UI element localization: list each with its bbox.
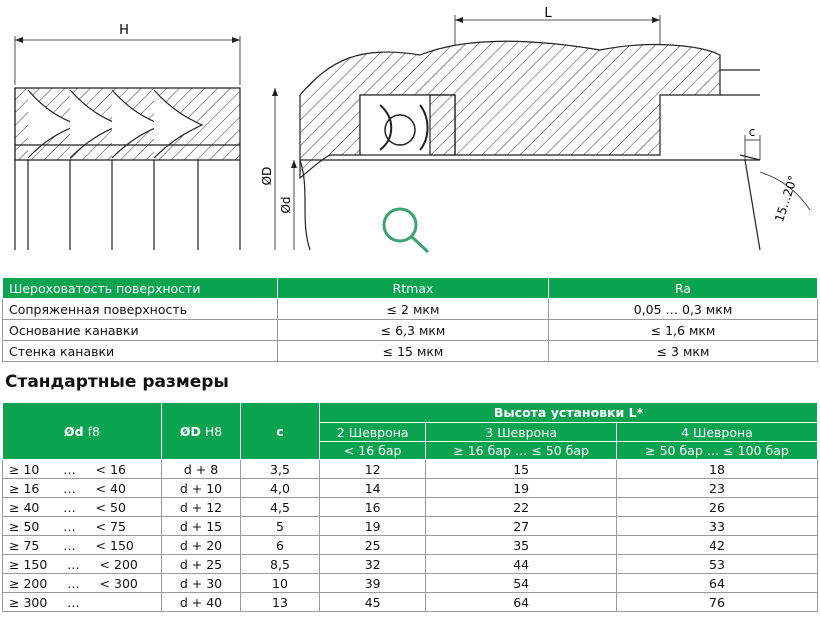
sizes-header-row xyxy=(3,403,818,423)
rtmax-value: ≤ 2 мкм xyxy=(278,299,549,320)
diameter-range: ≥ 150 … < 200 xyxy=(3,555,162,574)
rtmax-header: Rtmax xyxy=(278,278,549,299)
group-3-header: 3 Шеврона xyxy=(426,423,617,442)
diameter-range: ≥ 300 … xyxy=(3,593,162,612)
height-4-chevron: 76 xyxy=(616,593,817,612)
ra-value: ≤ 1,6 мкм xyxy=(549,320,818,341)
table-row xyxy=(3,299,818,320)
table-row xyxy=(3,320,818,341)
outer-diameter: d + 8 xyxy=(162,460,241,479)
height-2-chevron: 25 xyxy=(320,536,426,555)
table-row xyxy=(3,498,818,517)
height-3-chevron: 64 xyxy=(426,593,617,612)
height-4-chevron: 42 xyxy=(616,536,817,555)
table-row xyxy=(3,479,818,498)
group-4-pressure: ≥ 50 бар … ≤ 100 бар xyxy=(616,442,817,460)
height-4-chevron: 18 xyxy=(616,460,817,479)
diameter-range: ≥ 50 … < 75 xyxy=(3,517,162,536)
surface-name: Стенка канавки xyxy=(3,341,278,362)
height-3-chevron: 19 xyxy=(426,479,617,498)
height-3-chevron: 27 xyxy=(426,517,617,536)
group-4-header: 4 Шеврона xyxy=(616,423,817,442)
roughness-header-row xyxy=(3,278,818,299)
chamfer-c: 4,5 xyxy=(241,498,320,517)
chamfer-c: 5 xyxy=(241,517,320,536)
height-4-chevron: 53 xyxy=(616,555,817,574)
table-row xyxy=(3,460,818,479)
housing-groove xyxy=(272,15,810,250)
table-row xyxy=(3,574,818,593)
height-2-chevron: 19 xyxy=(320,517,426,536)
table-row xyxy=(3,536,818,555)
surface-name: Основание канавки xyxy=(3,320,278,341)
diameter-range: ≥ 75 … < 150 xyxy=(3,536,162,555)
ra-header: Ra xyxy=(549,278,818,299)
diameter-range: ≥ 16 … < 40 xyxy=(3,479,162,498)
height-2-chevron: 12 xyxy=(320,460,426,479)
dim-d-outer-label: ØD xyxy=(260,166,274,186)
height-2-chevron: 39 xyxy=(320,574,426,593)
chamfer-c: 13 xyxy=(241,593,320,612)
section-title: Стандартные размеры xyxy=(5,372,229,392)
height-2-chevron: 14 xyxy=(320,479,426,498)
dim-d-inner-label: Ød xyxy=(279,196,293,214)
diameter-range: ≥ 40 … < 50 xyxy=(3,498,162,517)
seal-technical-drawing xyxy=(0,0,820,262)
height-3-chevron: 22 xyxy=(426,498,617,517)
standard-sizes-table xyxy=(2,402,818,612)
col-d-header: Ød f8 xyxy=(3,403,162,460)
group-2-header: 2 Шеврона xyxy=(320,423,426,442)
roughness-table xyxy=(2,277,818,362)
diameter-range: ≥ 200 … < 300 xyxy=(3,574,162,593)
height-2-chevron: 45 xyxy=(320,593,426,612)
outer-diameter: d + 40 xyxy=(162,593,241,612)
chamfer-c: 8,5 xyxy=(241,555,320,574)
group-2-pressure: < 16 бар xyxy=(320,442,426,460)
chevron-seal-stack xyxy=(15,36,240,250)
height-4-chevron: 64 xyxy=(616,574,817,593)
height-3-chevron: 54 xyxy=(426,574,617,593)
chamfer-c: 6 xyxy=(241,536,320,555)
height-3-chevron: 35 xyxy=(426,536,617,555)
roughness-header: Шероховатость поверхности xyxy=(3,278,278,299)
height-2-chevron: 32 xyxy=(320,555,426,574)
dim-c-label: c xyxy=(748,125,756,139)
height-3-chevron: 15 xyxy=(426,460,617,479)
outer-diameter: d + 12 xyxy=(162,498,241,517)
outer-diameter: d + 10 xyxy=(162,479,241,498)
table-row xyxy=(3,593,818,612)
dim-l-label: L xyxy=(544,6,552,21)
col-D-header: ØD H8 xyxy=(162,403,241,460)
table-row xyxy=(3,517,818,536)
rtmax-value: ≤ 6,3 мкм xyxy=(278,320,549,341)
chamfer-angle-label: 15...20° xyxy=(772,173,801,224)
ra-value: 0,05 … 0,3 мкм xyxy=(549,299,818,320)
height-4-chevron: 33 xyxy=(616,517,817,536)
diameter-range: ≥ 10 … < 16 xyxy=(3,460,162,479)
col-c-header: c xyxy=(241,403,320,460)
magnifier-icon[interactable] xyxy=(384,209,428,252)
height-4-chevron: 26 xyxy=(616,498,817,517)
outer-diameter: d + 20 xyxy=(162,536,241,555)
outer-diameter: d + 30 xyxy=(162,574,241,593)
chamfer-c: 10 xyxy=(241,574,320,593)
outer-diameter: d + 25 xyxy=(162,555,241,574)
chamfer-c: 3,5 xyxy=(241,460,320,479)
height-3-chevron: 44 xyxy=(426,555,617,574)
table-row xyxy=(3,341,818,362)
group-3-pressure: ≥ 16 бар … ≤ 50 бар xyxy=(426,442,617,460)
dim-h-label: H xyxy=(119,23,129,38)
rtmax-value: ≤ 15 мкм xyxy=(278,341,549,362)
height-2-chevron: 16 xyxy=(320,498,426,517)
height-4-chevron: 23 xyxy=(616,479,817,498)
surface-name: Сопряженная поверхность xyxy=(3,299,278,320)
install-height-header: Высота установки L* xyxy=(320,403,818,423)
ra-value: ≤ 3 мкм xyxy=(549,341,818,362)
table-row xyxy=(3,555,818,574)
chamfer-c: 4,0 xyxy=(241,479,320,498)
outer-diameter: d + 15 xyxy=(162,517,241,536)
